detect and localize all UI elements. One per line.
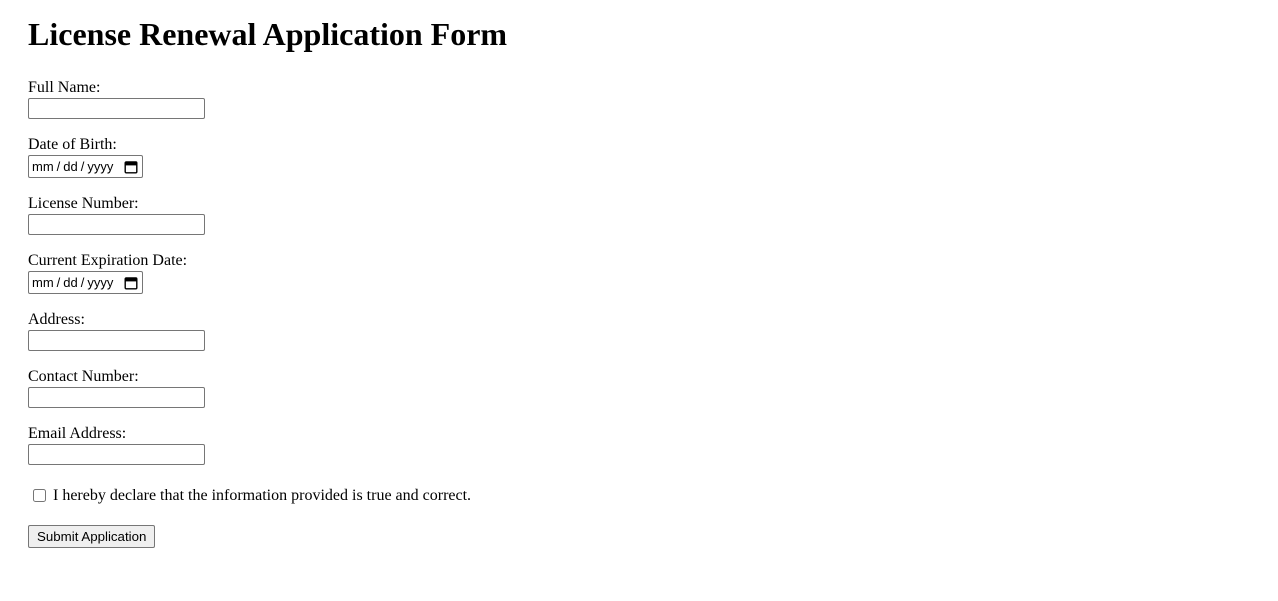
license-number-input[interactable] <box>28 214 205 235</box>
full-name-label: Full Name: <box>28 79 101 96</box>
declaration-text: I hereby declare that the information provided is true and correct. <box>53 487 472 504</box>
date-month-placeholder: mm <box>32 275 54 290</box>
calendar-icon[interactable] <box>124 160 138 174</box>
date-month-placeholder: mm <box>32 159 54 174</box>
license-number-group <box>28 195 1250 235</box>
current-expiration-date-label: Current Expiration Date: <box>28 252 188 269</box>
contact-number-label: Contact Number: <box>28 368 139 385</box>
date-year-placeholder: yyyy <box>87 159 114 174</box>
full-name-group <box>28 79 1250 119</box>
calendar-icon[interactable] <box>124 276 138 290</box>
date-of-birth-label: Date of Birth: <box>28 136 117 153</box>
date-day-placeholder: dd <box>63 159 78 174</box>
license-number-label: License Number: <box>28 195 139 212</box>
page-title: License Renewal Application Form <box>28 16 508 52</box>
date-separator: / <box>80 159 85 174</box>
current-expiration-date-group <box>28 252 1250 294</box>
date-separator: / <box>80 275 85 290</box>
full-name-input[interactable] <box>28 98 205 119</box>
address-group <box>28 311 1250 351</box>
date-separator: / <box>56 159 61 174</box>
date-separator: / <box>56 275 61 290</box>
date-year-placeholder: yyyy <box>87 275 114 290</box>
date-of-birth-group <box>28 136 1250 178</box>
submit-application-button[interactable]: Submit Application <box>28 525 155 548</box>
declaration-row <box>28 486 1250 505</box>
address-input[interactable] <box>28 330 205 351</box>
email-address-label: Email Address: <box>28 425 127 442</box>
email-address-group <box>28 425 1250 465</box>
address-label: Address: <box>28 311 85 328</box>
email-address-input[interactable] <box>28 444 205 465</box>
declaration-checkbox[interactable] <box>33 489 46 502</box>
current-expiration-date-input[interactable] <box>28 271 143 294</box>
contact-number-group <box>28 368 1250 408</box>
contact-number-input[interactable] <box>28 387 205 408</box>
date-of-birth-input[interactable] <box>28 155 143 178</box>
date-day-placeholder: dd <box>63 275 78 290</box>
